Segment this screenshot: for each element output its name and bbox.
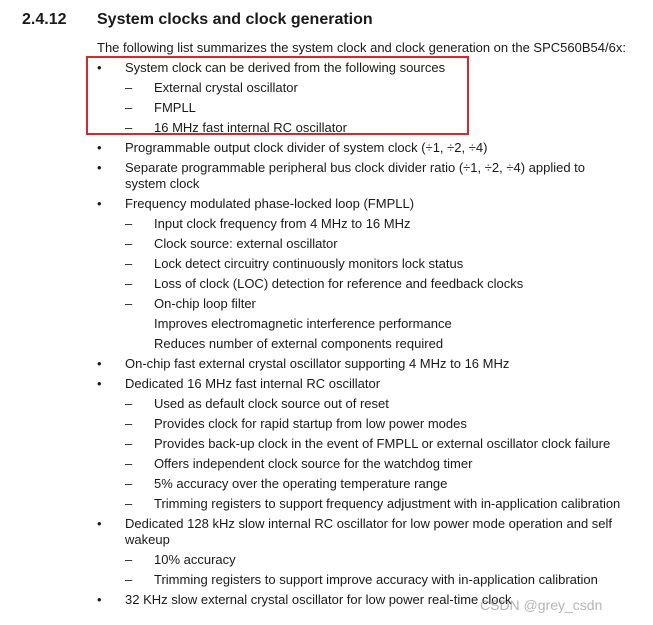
dash-marker: – bbox=[125, 216, 133, 231]
sub-list-item: 5% accuracy over the operating temperature range bbox=[154, 476, 448, 491]
list-item: 32 KHz slow external crystal oscillator for low power real-time clock bbox=[125, 592, 512, 607]
sub-list-item: Loss of clock (LOC) detection for reference and feedback clocks bbox=[154, 276, 524, 291]
dash-marker: – bbox=[125, 276, 133, 291]
dash-marker: – bbox=[125, 436, 133, 451]
dash-marker: – bbox=[125, 100, 133, 115]
sub-list-item: Provides clock for rapid startup from low power modes bbox=[154, 416, 467, 431]
bullet-marker: • bbox=[97, 376, 102, 391]
list-item-continuation: wakeup bbox=[125, 532, 170, 547]
intro-paragraph: The following list summarizes the system clock and clock generation on the SPC560B54/6x: bbox=[97, 40, 626, 55]
sub-list-item: External crystal oscillator bbox=[154, 80, 298, 95]
list-item: Separate programmable peripheral bus clock divider ratio (÷1, ÷2, ÷4) applied to bbox=[125, 160, 586, 175]
dash-marker: – bbox=[125, 416, 133, 431]
list-item: System clock can be derived from the following sources bbox=[125, 60, 446, 75]
watermark: CSDN @grey_csdn bbox=[480, 597, 603, 613]
dash-marker: – bbox=[125, 476, 133, 491]
dash-marker: – bbox=[125, 80, 133, 95]
sub-list-item: Trimming registers to support frequency adjustment with in-application calibration bbox=[154, 496, 621, 511]
sub-list-item: Clock source: external oscillator bbox=[154, 236, 338, 251]
sub-list-item: Lock detect circuitry continuously monitors lock status bbox=[154, 256, 464, 271]
sub-list-item: Used as default clock source out of reset bbox=[154, 396, 389, 411]
dash-marker: – bbox=[125, 120, 133, 135]
bullet-marker: • bbox=[97, 140, 102, 155]
dash-marker: – bbox=[125, 456, 133, 471]
list-item: On-chip fast external crystal oscillator supporting 4 MHz to 16 MHz bbox=[125, 356, 510, 371]
dash-marker: – bbox=[125, 572, 133, 587]
list-item-continuation: system clock bbox=[125, 176, 200, 191]
dash-marker: – bbox=[125, 236, 133, 251]
sub-list-item: Input clock frequency from 4 MHz to 16 MHz bbox=[154, 216, 411, 231]
bullet-marker: • bbox=[97, 160, 102, 175]
bullet-marker: • bbox=[97, 60, 102, 75]
list-item: Programmable output clock divider of system clock (÷1, ÷2, ÷4) bbox=[125, 140, 488, 155]
sub-list-item: Provides back-up clock in the event of FMPLL or external oscillator clock failure bbox=[154, 436, 611, 451]
list-item: Dedicated 128 kHz slow internal RC oscillator for low power mode operation and self bbox=[125, 516, 613, 531]
dash-marker: – bbox=[125, 396, 133, 411]
dash-marker: – bbox=[125, 552, 133, 567]
dash-marker: – bbox=[125, 296, 133, 311]
dash-marker: – bbox=[125, 496, 133, 511]
sub-list-item: 16 MHz fast internal RC oscillator bbox=[154, 120, 347, 135]
sub-list-note: Reduces number of external components required bbox=[154, 336, 444, 351]
sub-list-item: 10% accuracy bbox=[154, 552, 236, 567]
section-heading bbox=[22, 11, 373, 29]
list-item: Frequency modulated phase-locked loop (FMPLL) bbox=[125, 196, 415, 211]
sub-list-item: Trimming registers to support improve accuracy with in-application calibration bbox=[154, 572, 598, 587]
section-number: 2.4.12 bbox=[22, 11, 67, 28]
sub-list-item: Offers independent clock source for the watchdog timer bbox=[154, 456, 473, 471]
list-item: Dedicated 16 MHz fast internal RC oscillator bbox=[125, 376, 381, 391]
sub-list-item: On-chip loop filter bbox=[154, 296, 256, 311]
bullet-marker: • bbox=[97, 592, 102, 607]
section-title: System clocks and clock generation bbox=[97, 11, 373, 28]
bullet-marker: • bbox=[97, 516, 102, 531]
bullet-marker: • bbox=[97, 196, 102, 211]
sub-list-note: Improves electromagnetic interference performance bbox=[154, 316, 452, 331]
bullet-marker: • bbox=[97, 356, 102, 371]
dash-marker: – bbox=[125, 256, 133, 271]
sub-list-item: FMPLL bbox=[154, 100, 196, 115]
